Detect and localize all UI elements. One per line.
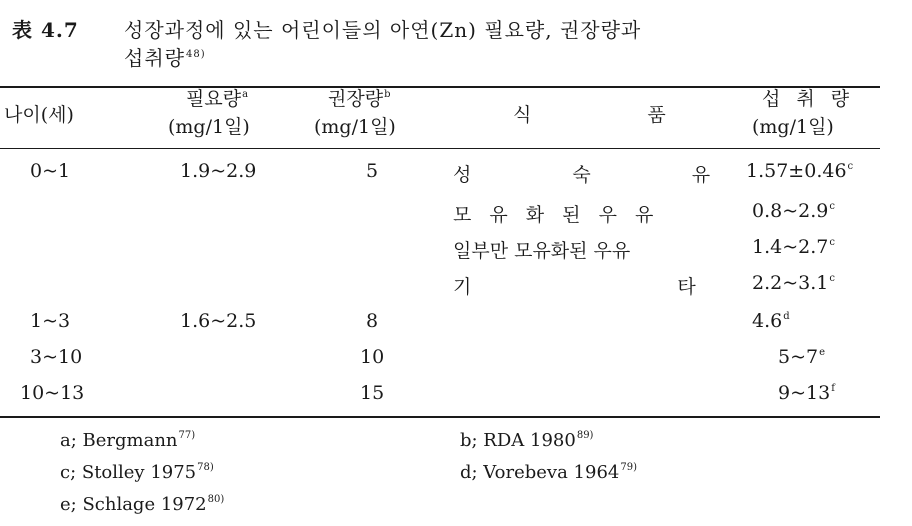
- row6-age: 10~13: [20, 382, 85, 404]
- row6-intake: [778, 382, 835, 404]
- row4-recommended: 8: [366, 310, 379, 332]
- header-rule: [0, 148, 880, 149]
- row5-intake-sup: e: [819, 347, 826, 358]
- row1-food: 모 유 화 된 우 유: [453, 204, 654, 226]
- row0-intake: [746, 160, 853, 182]
- row6-intake-sup: f: [831, 383, 835, 394]
- table-label: 表 4.7: [12, 18, 79, 42]
- row0-food: 성 숙 유: [453, 164, 711, 186]
- header-requirement-sup: a: [242, 89, 249, 100]
- footnote-c: [60, 462, 214, 483]
- row4-intake-sup: d: [783, 311, 790, 322]
- header-age: 나이(세): [4, 104, 74, 126]
- row5-recommended: 10: [360, 346, 385, 368]
- table-caption: 성장과정에 있는 어린이들의 아연(Zn) 필요량, 권장량과: [124, 18, 642, 42]
- footnote-d: [460, 462, 637, 483]
- row6-intake-value: 9~13: [778, 382, 831, 404]
- row5-age: 3~10: [30, 346, 83, 368]
- caption-ref: 48): [185, 49, 206, 60]
- table-caption-line2: [124, 42, 206, 71]
- footnote-e: [60, 494, 224, 515]
- row0-recommended: 5: [366, 160, 379, 182]
- header-intake-unit: (mg/1일): [752, 116, 834, 138]
- row6-recommended: 15: [360, 382, 385, 404]
- row2-food: 일부만 모유화된 우유: [453, 240, 631, 262]
- footnote-c-text: c; Stolley 1975: [60, 462, 197, 483]
- footnote-e-text: e; Schlage 1972: [60, 494, 207, 515]
- row0-requirement: 1.9~2.9: [180, 160, 257, 182]
- row3-intake: [752, 272, 835, 294]
- row0-age: 0~1: [30, 160, 71, 182]
- header-requirement: [186, 84, 248, 111]
- row1-intake-value: 0.8~2.9: [752, 200, 829, 222]
- row1-intake-sup: c: [829, 201, 835, 212]
- top-rule: [0, 86, 880, 88]
- footnote-e-ref: 80): [207, 494, 225, 505]
- header-recommended-unit: (mg/1일): [314, 116, 396, 138]
- row0-intake-value: 1.57±0.46: [746, 160, 847, 182]
- header-requirement-label: 필요량: [186, 88, 242, 110]
- header-recommended-label: 권장량: [328, 88, 384, 110]
- row2-intake-value: 1.4~2.7: [752, 236, 829, 258]
- row5-intake: [778, 346, 825, 368]
- header-intake: 섭 취 량: [762, 88, 850, 110]
- row4-requirement: 1.6~2.5: [180, 310, 257, 332]
- footnote-b-text: b; RDA 1980: [460, 430, 576, 451]
- header-recommended-sup: b: [384, 89, 391, 100]
- footnote-c-ref: 78): [197, 462, 214, 473]
- row3-intake-sup: c: [829, 273, 835, 284]
- footnote-a: [60, 430, 195, 451]
- footnote-b-ref: 89): [576, 430, 594, 441]
- header-food: 식 품: [513, 104, 666, 126]
- header-recommended: [328, 84, 390, 111]
- row2-intake-sup: c: [829, 237, 835, 248]
- table-caption-text: 섭취량: [124, 46, 185, 70]
- row3-food: 기 타: [453, 276, 696, 298]
- footnote-b: [460, 430, 593, 451]
- row3-intake-value: 2.2~3.1: [752, 272, 829, 294]
- row5-intake-value: 5~7: [778, 346, 819, 368]
- row2-intake: [752, 236, 835, 258]
- footnote-a-ref: 77): [178, 430, 196, 441]
- bottom-rule: [0, 416, 880, 418]
- row4-age: 1~3: [30, 310, 71, 332]
- row0-intake-sup: c: [847, 161, 854, 172]
- footnote-d-ref: 79): [620, 462, 637, 473]
- row1-intake: [752, 200, 835, 222]
- footnote-d-text: d; Vorebeva 1964: [460, 462, 620, 483]
- footnote-a-text: a; Bergmann: [60, 430, 178, 451]
- row4-intake-value: 4.6: [752, 310, 783, 332]
- row4-intake: [752, 310, 790, 332]
- header-requirement-unit: (mg/1일): [168, 116, 250, 138]
